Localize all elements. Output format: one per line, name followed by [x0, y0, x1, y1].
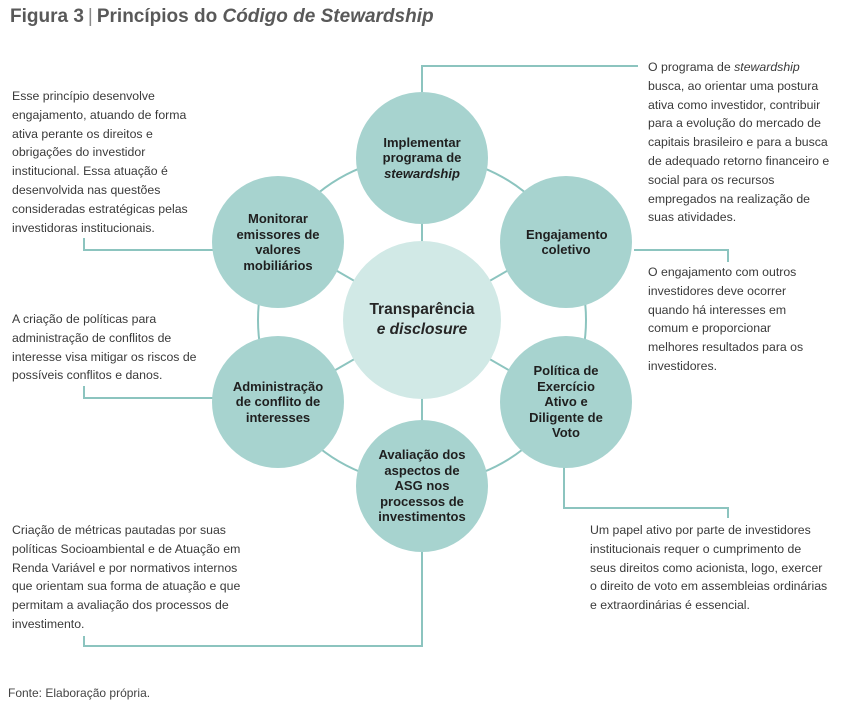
- leader-line-engajamento: [634, 250, 728, 262]
- figure-label: Figura 3: [10, 6, 84, 27]
- leader-line-monitorar: [84, 238, 214, 250]
- note-stewardship-part2: stewardship: [734, 60, 800, 74]
- node-implementar-line1: Implementar: [383, 134, 461, 150]
- node-engajamento: [500, 176, 632, 308]
- title-prefix: Princípios do: [96, 6, 223, 27]
- leader-line-stewardship: [422, 66, 638, 92]
- node-avaliacao-label: Avaliação dos aspectos de ASG nos processos de investimentos: [378, 447, 466, 525]
- note-engajamento: O engajamento com outros investidores deve ocorrer quando há interesses em comum e proporcionar melhores resultados para os investidores.: [648, 265, 804, 373]
- source-caption: Fonte: Elaboração própria.: [8, 686, 151, 700]
- title-italic: Código de Stewardship: [222, 6, 434, 27]
- node-engajamento-label: Engajamento coletivo: [526, 226, 608, 257]
- center-line1: Transparência: [369, 301, 475, 318]
- node-administracao-label: Administração de conflito de interesses: [232, 378, 324, 425]
- leader-line-conflitos: [84, 386, 214, 398]
- node-politica-label: Política de Exercício Ativo e Diligente de Voto: [529, 363, 603, 441]
- note-voto: Um papel ativo por parte de investidores institucionais requer o cumprimento de seus direitos como acionista, logo, exercer o direito de voto em assembleias ordinárias e extraordinárias é essencial.: [590, 523, 828, 613]
- leader-line-voto: [564, 466, 728, 518]
- note-stewardship-part3: busca, ao orientar uma postura ativa como investidor, contribuir para a evolução do mercado de capitais brasileiro e para a busca de adequado retorno financeiro e social para os recursos empregados na realização de suas atividades.: [648, 78, 830, 225]
- title-separator: |: [87, 6, 93, 27]
- node-monitorar: [212, 176, 344, 308]
- note-stewardship: [648, 58, 836, 227]
- node-avaliacao: [356, 420, 488, 552]
- note-conflitos: A criação de políticas para administração de conflitos de interesse visa mitigar os riscos de possíveis conflitos e danos.: [12, 312, 197, 383]
- center-line2: e disclosure: [376, 321, 468, 338]
- node-politica: [500, 336, 632, 468]
- node-implementar-line2: programa de: [382, 150, 462, 166]
- note-monitorar: Esse princípio desenvolve engajamento, atuando de forma ativa perante os direitos e obrigações do investidor institucional. Essa atuação é desenvolvida nas questões consideradas estratégicas pelas investidoras institucionais.: [12, 89, 188, 235]
- node-implementar: [356, 92, 488, 224]
- center-node: [343, 241, 501, 399]
- node-monitorar-label: Monitorar emissores de valores mobiliários: [236, 211, 320, 273]
- note-stewardship-part1: O programa de: [648, 60, 735, 74]
- node-administracao: [212, 336, 344, 468]
- note-metricas: Criação de métricas pautadas por suas políticas Socioambiental e de Atuação em Renda Variável e por normativos internos que orientam sua forma de atuação e que permitam a avaliação dos processos de investimento.: [12, 523, 241, 631]
- node-implementar-line3: stewardship: [384, 165, 460, 181]
